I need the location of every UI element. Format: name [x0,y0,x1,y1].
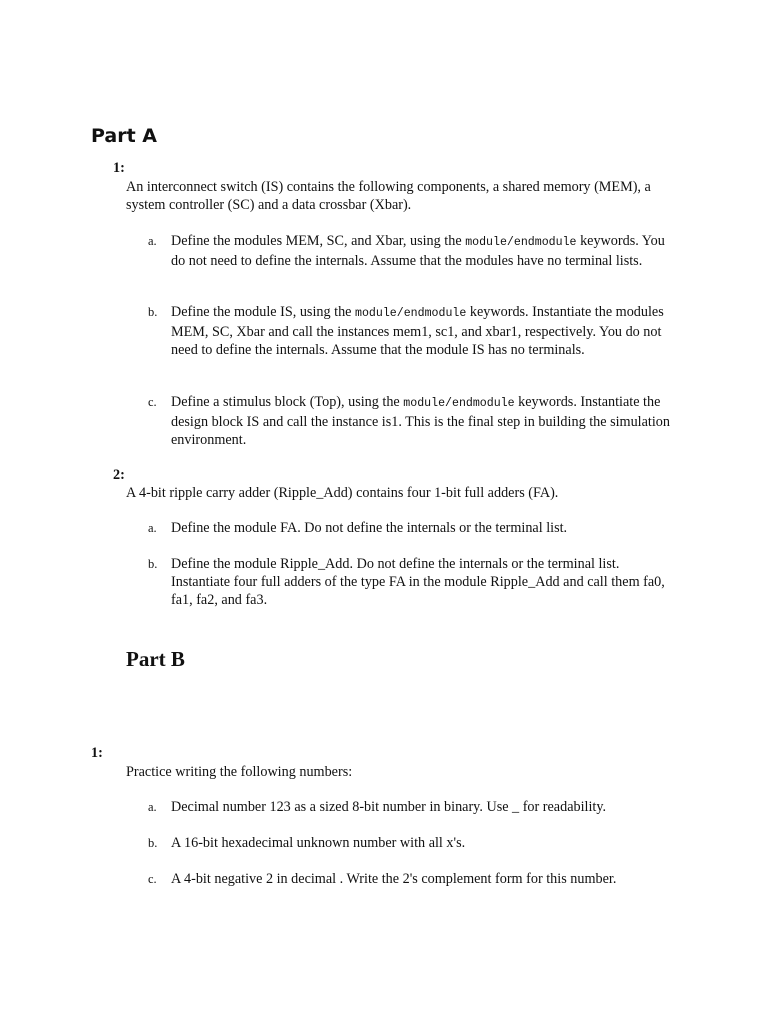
question-intro: An interconnect switch (IS) contains the following components, a shared memory (MEM), a system controller (SC) and a data crossbar (Xbar). [126,179,651,213]
question-number: 1: [91,745,103,761]
list-item-text: A 4-bit negative 2 in decimal . Write the 2's complement form for this number. [171,871,617,887]
question-number: 2: [113,467,125,483]
list-marker: a. [148,234,157,248]
part-a-heading: Part A [91,125,158,147]
list-marker: c. [148,872,157,886]
part-b-heading: Part B [126,647,185,671]
list-item-text: Define a stimulus block (Top), using the module/endmodule keywords. Instantiate the design block IS and call the instance is1. This is the final step in building the simulation environment. [171,394,670,448]
code-keyword: module/endmodule [403,397,515,410]
list-item-text: Decimal number 123 as a sized 8-bit number in binary. Use _ for readability. [171,799,607,815]
code-keyword: module/endmodule [465,236,577,249]
list-marker: b. [148,557,158,571]
list-marker: a. [148,521,157,535]
list-marker: b. [148,305,158,319]
list-item-text: Define the module IS, using the module/endmodule keywords. Instantiate the modules MEM, SC, Xbar and call the instances mem1, sc1, and xbar1, respectively. You do not need to define the internals. Assume that the module IS has no terminals. [171,304,664,358]
list-item-text: Define the module FA. Do not define the internals or the terminal list. [171,520,568,536]
question-intro: A 4-bit ripple carry adder (Ripple_Add) contains four 1-bit full adders (FA). [126,485,559,501]
question-number: 1: [113,160,125,176]
code-keyword: module/endmodule [355,307,467,320]
list-marker: c. [148,395,157,409]
question-intro: Practice writing the following numbers: [126,764,353,780]
list-item-text: A 16-bit hexadecimal unknown number with all x's. [171,835,466,851]
list-marker: b. [148,836,158,850]
list-item-text: Define the module Ripple_Add. Do not define the internals or the terminal list. Instantiate four full adders of the type FA in the module Ripple_Add and call them fa0, fa1, fa2, and fa3. [171,556,665,608]
list-item-text: Define the modules MEM, SC, and Xbar, using the module/endmodule keywords. You do not need to define the internals. Assume that the modules have no terminal lists. [171,233,665,269]
list-marker: a. [148,800,157,814]
